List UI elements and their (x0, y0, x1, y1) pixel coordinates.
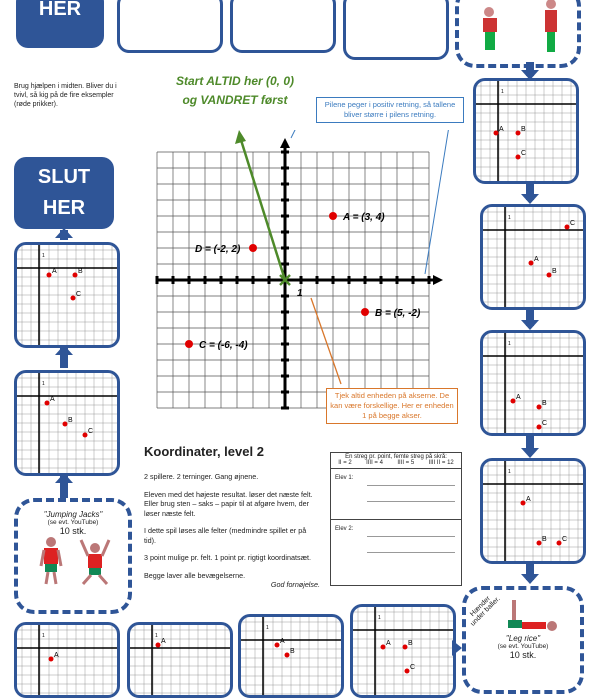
rule-3: I dette spil løses alle felter (medmindre spillet er på tid). (144, 526, 307, 545)
board-tile-bottom-3[interactable] (238, 614, 344, 698)
exercise-side-note: Hænder under baller. (469, 595, 502, 628)
unit-label: 1 (42, 253, 45, 259)
point-label: B (408, 640, 413, 647)
board-tile-right-3[interactable] (480, 330, 586, 436)
point-label: C (562, 536, 568, 543)
mini-grid-icon (17, 625, 117, 695)
point-dot (249, 244, 257, 252)
point-dot (329, 212, 337, 220)
point-dot (511, 399, 516, 404)
point-label: A (386, 640, 391, 647)
note-arrow (291, 130, 301, 138)
rules (144, 472, 320, 590)
point-dot (361, 308, 369, 316)
point-label: A (280, 638, 285, 645)
start-box-label: HER (38, 0, 82, 20)
path-arrow-icon (521, 574, 539, 584)
exercise-title: "Leg rice" (505, 634, 541, 643)
point-dot (49, 657, 54, 662)
point-label: B (542, 400, 547, 407)
point-dot (537, 425, 542, 430)
exercise-tile-jumping-jacks[interactable] (14, 498, 132, 614)
point-label: A = (3, 4) (343, 212, 385, 223)
unit-label: 1 (42, 381, 45, 387)
exercise-tile-top[interactable] (455, 0, 581, 68)
end-box-line2: HER (42, 197, 86, 219)
point-dot (156, 643, 161, 648)
unit-label: 1 (501, 89, 504, 95)
point-label: C (570, 220, 576, 227)
point-dot (529, 261, 534, 266)
leg-rice-figure-icon (494, 598, 574, 634)
point-label: C (542, 420, 548, 427)
player2-label: Elev 2: (335, 526, 354, 532)
board-tile-left-1[interactable] (14, 242, 120, 348)
board-tile-right-4[interactable] (480, 458, 586, 564)
mini-grid-icon (233, 0, 333, 50)
start-arrow (241, 140, 285, 280)
rule-4: 3 point mulige pr. felt. 1 point pr. rigtigt koordinatsæt. (144, 553, 311, 562)
unit-label: 1 (508, 469, 511, 475)
score-header: En streg pr. point, femte streg på skrå: (345, 454, 447, 460)
board-tile-right-2[interactable] (480, 204, 586, 310)
point-dot (285, 653, 290, 658)
point-label: C (88, 428, 94, 435)
start-arrow-head-icon (235, 130, 246, 144)
point-dot (547, 273, 552, 278)
path-arrow-icon (521, 448, 539, 458)
point-label: B (290, 648, 295, 655)
board-tile-top-3[interactable] (343, 0, 449, 60)
unit-label: 1 (297, 288, 303, 299)
path-arrow-icon (521, 70, 539, 80)
mini-grid-icon (120, 0, 220, 50)
path-arrow-icon (521, 194, 539, 204)
point-dot (516, 131, 521, 136)
mini-grid-icon (17, 373, 117, 473)
exercise-count: 10 stk. (59, 526, 87, 536)
rule-2: Eleven med det højeste resultat. løser det næste felt. Eller brug sten – saks – papir til at afgøre hvem, der løser næste felt. (144, 489, 313, 518)
point-label: A (516, 394, 521, 401)
unit-note: Tjek altid enheden på akserne. De kan være forskellige. Her er enheden 1 på begge akser. (326, 388, 458, 424)
end-box-line1: SLUT (37, 166, 91, 188)
player2-row[interactable] (331, 520, 461, 570)
point-label: B = (5, -2) (375, 308, 421, 319)
point-label: A (161, 638, 166, 645)
unit-label: 1 (378, 615, 381, 621)
good-luck: God fornøjelse. (270, 580, 320, 589)
board-tile-top-1[interactable] (117, 0, 223, 53)
tally-5: IIII = 5 (397, 460, 415, 466)
point-label: A (526, 496, 531, 503)
exercise-sub: (se evt. YouTube) (47, 519, 99, 526)
player1-label: Elev 1: (335, 475, 354, 481)
point-label: B (78, 268, 83, 275)
point-dot (403, 645, 408, 650)
arrows-note: Pilene peger i positiv retning, så tallene bliver større i pilens retning. (316, 97, 464, 123)
start-note-line1: Start ALTID her (0, 0) (175, 74, 294, 88)
point-label: A (534, 256, 539, 263)
mini-grid-icon (241, 617, 341, 695)
point-label: A (50, 396, 55, 403)
point-dot (521, 501, 526, 506)
path-arrow-icon (521, 320, 539, 330)
mini-grid-icon (346, 0, 446, 57)
end-box (14, 157, 114, 229)
board-tile-right-1[interactable] (473, 78, 579, 184)
score-tally-row (331, 460, 461, 469)
point-dot (516, 155, 521, 160)
path-arrow-icon (55, 345, 73, 355)
point-label: A (52, 268, 57, 275)
point-dot (565, 225, 570, 230)
mini-grid-icon (483, 207, 583, 307)
point-label: C (521, 150, 527, 157)
start-box (16, 0, 104, 48)
point-label: C (410, 664, 416, 671)
help-text: Brug hjælpen i midten. Bliver du i tvivl, så kig på de fire eksempler (røde prikker). (14, 83, 117, 108)
unit-label: 1 (508, 215, 511, 221)
point-dot (63, 422, 68, 427)
unit-label: 1 (266, 625, 269, 631)
point-dot (45, 401, 50, 406)
point-label: D = (-2, 2) (195, 244, 241, 255)
point-label: C (76, 291, 82, 298)
mini-grid-icon (130, 625, 230, 695)
unit-label: 1 (508, 341, 511, 347)
point-label: A (499, 126, 504, 133)
point-dot (405, 669, 410, 674)
point-dot (71, 296, 76, 301)
board-tile-top-2[interactable] (230, 0, 336, 53)
board-tile-bottom-2[interactable] (127, 622, 233, 698)
board-tile-bottom-1[interactable] (14, 622, 120, 698)
exercise-title: "Jumping Jacks" (43, 510, 103, 519)
board-tile-left-2[interactable] (14, 370, 120, 476)
tally-12: IIII II = 12 (428, 460, 454, 466)
start-note-line2: og VANDRET først (182, 93, 288, 107)
exercise-figure-icon (459, 0, 577, 64)
mini-grid-icon (17, 245, 117, 345)
tally-4: IIII = 4 (366, 460, 383, 466)
mini-grid-icon (353, 607, 453, 695)
point-dot (537, 405, 542, 410)
player1-row[interactable] (331, 469, 461, 520)
point-label: B (542, 536, 547, 543)
rule-5: Begge laver alle bevægelserne. (144, 570, 246, 580)
mini-grid-icon (483, 333, 583, 433)
point-dot (494, 131, 499, 136)
point-dot (275, 643, 280, 648)
y-axis-arrow-icon (280, 138, 290, 148)
start-note (160, 72, 310, 110)
rule-1: 2 spillere. 2 terninger. Gang øjnene. (144, 472, 259, 481)
unit-label: 1 (155, 633, 158, 639)
point-dot (47, 273, 52, 278)
board-tile-bottom-4[interactable] (350, 604, 456, 698)
point-dot (185, 340, 193, 348)
point-dot (557, 541, 562, 546)
mini-grid-icon (483, 461, 583, 561)
mini-grid-icon (476, 81, 576, 181)
score-card (330, 452, 462, 586)
path-arrow-icon (452, 640, 462, 656)
path-arrow-icon (55, 228, 73, 238)
point-label: A (54, 652, 59, 659)
tally-2: II = 2 (338, 460, 352, 466)
page-title: Koordinater, level 2 (144, 444, 264, 459)
unit-label: 1 (42, 633, 45, 639)
point-label: C = (-6, -4) (199, 340, 248, 351)
point-dot (381, 645, 386, 650)
point-label: B (68, 417, 73, 424)
jumping-jacks-figure-icon (23, 536, 123, 586)
exercise-sub: (se evt. YouTube) (497, 643, 549, 650)
coordinate-system (155, 130, 455, 415)
exercise-count: 10 stk. (509, 650, 537, 660)
path-arrow-icon (55, 473, 73, 483)
x-axis-arrow-icon (433, 275, 443, 285)
unit-arrow (311, 298, 341, 384)
point-dot (73, 273, 78, 278)
point-dot (83, 433, 88, 438)
point-label: B (521, 126, 526, 133)
point-label: B (552, 268, 557, 275)
point-dot (537, 541, 542, 546)
exercise-tile-leg-rice[interactable] (462, 586, 584, 694)
